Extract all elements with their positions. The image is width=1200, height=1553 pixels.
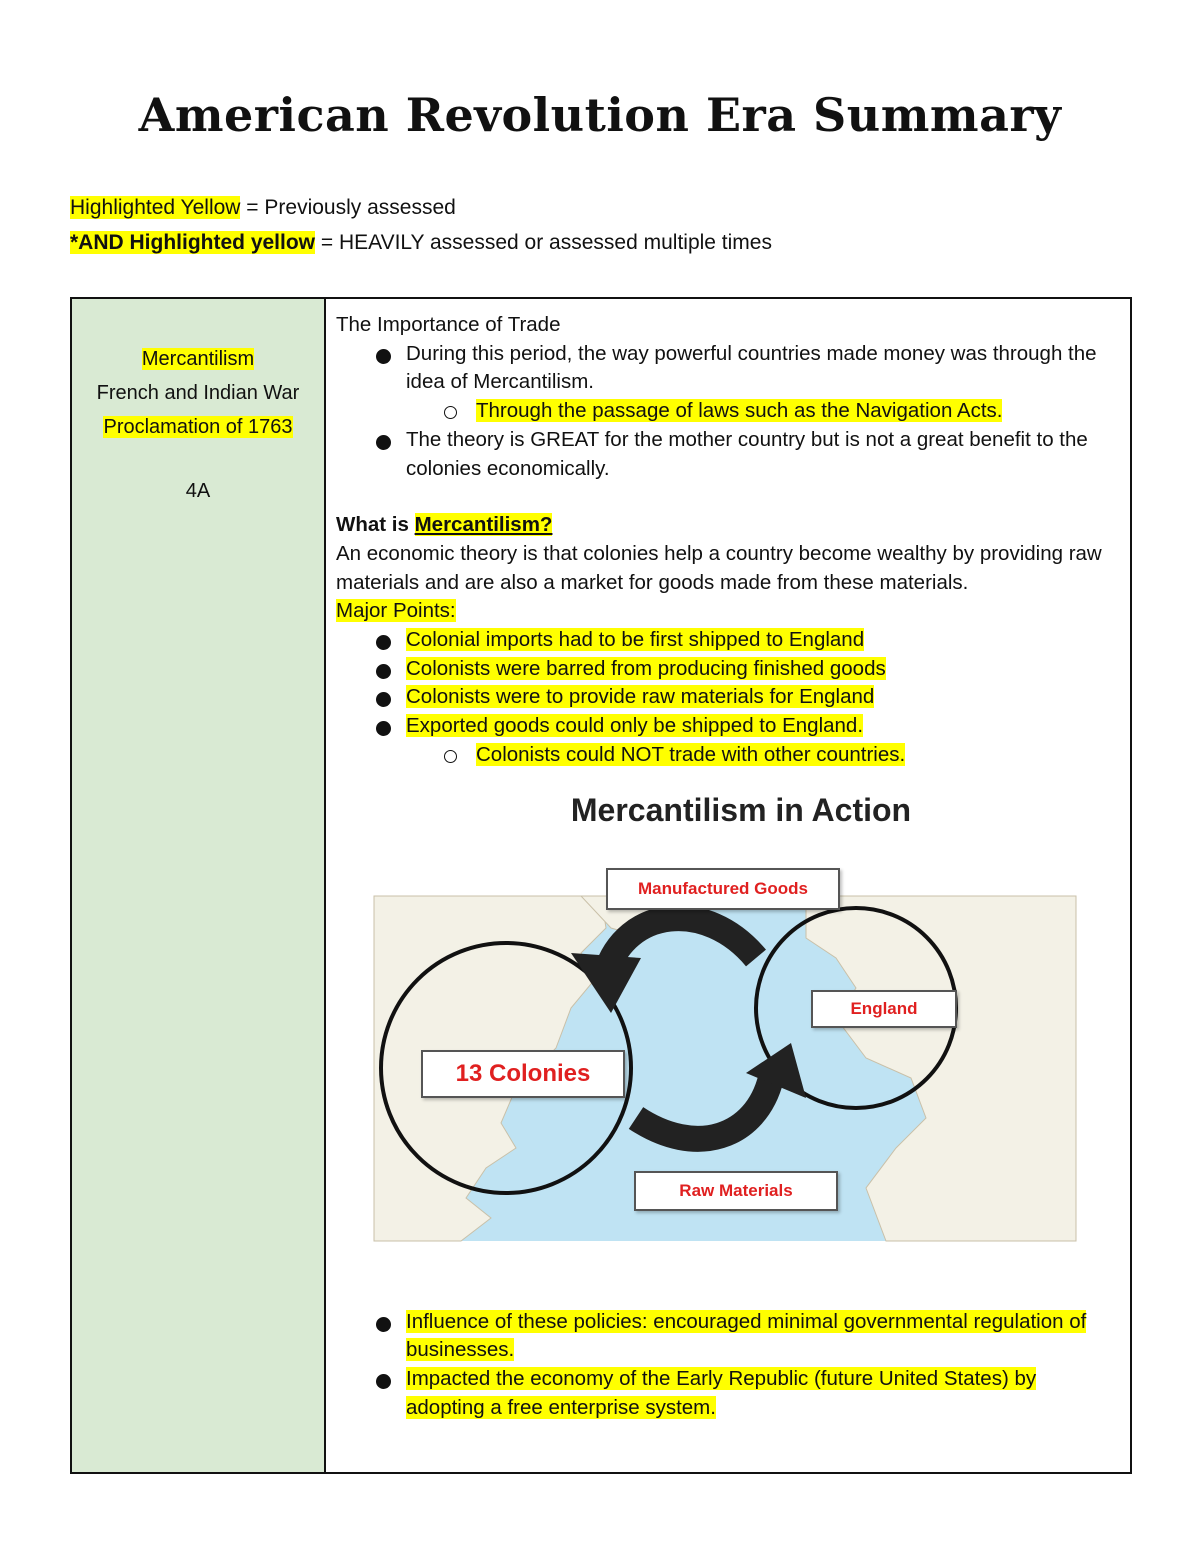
list-item: Impacted the economy of the Early Republic (future United States) by adopting a free enterprise system. xyxy=(336,1365,1116,1422)
legend-line-heavily xyxy=(70,225,772,260)
section-heading: The Importance of Trade xyxy=(336,313,561,336)
label-manufactured-goods: Manufactured Goods xyxy=(606,868,840,910)
topic-french-indian-war: French and Indian War xyxy=(96,382,300,404)
trade-bullet-list xyxy=(336,340,1116,484)
label-england: England xyxy=(811,990,957,1028)
influence-list xyxy=(336,1308,1116,1423)
list-item: Exported goods could only be shipped to England. xyxy=(336,712,1116,741)
page-title: American Revolution Era Summary xyxy=(138,88,1062,142)
list-item: Colonists were to provide raw materials for England xyxy=(336,683,1116,712)
legend-description: = HEAVILY assessed or assessed multiple times xyxy=(315,231,772,254)
legend-description: = Previously assessed xyxy=(240,196,456,219)
legend-highlight-label: Highlighted Yellow xyxy=(70,196,241,219)
summary-table xyxy=(70,297,1132,1474)
standard-code: 4A xyxy=(185,480,211,502)
topic-mercantilism: Mercantilism xyxy=(141,348,255,370)
label-13-colonies: 13 Colonies xyxy=(421,1050,625,1098)
legend xyxy=(70,190,772,260)
definition-term: Mercantilism? xyxy=(414,513,553,537)
figure-title: Mercantilism in Action xyxy=(570,791,912,828)
mercantilism-figure xyxy=(366,788,1116,1268)
list-item: Influence of these policies: encouraged minimal governmental regulation of businesses. xyxy=(336,1308,1116,1365)
list-item: The theory is GREAT for the mother country but is not a great benefit to the colonies economically. xyxy=(336,426,1116,483)
topic-column xyxy=(71,298,325,1473)
list-item: Colonists were barred from producing finished goods xyxy=(336,655,1116,684)
list-subitem: Colonists could NOT trade with other countries. xyxy=(336,741,1116,770)
definition-text: An economic theory is that colonies help a country become wealthy by providing raw materials and are also a market for goods made from these materials. xyxy=(336,541,1102,594)
content-column xyxy=(325,298,1131,1473)
major-points-list xyxy=(336,626,1116,770)
definition-heading: What is Mercantilism? xyxy=(336,513,553,537)
topic-proclamation-1763: Proclamation of 1763 xyxy=(103,416,293,438)
legend-line-previously xyxy=(70,190,772,225)
list-item: Colonial imports had to be first shipped to England xyxy=(336,626,1116,655)
label-raw-materials: Raw Materials xyxy=(634,1171,838,1211)
legend-highlight-bold-label: *AND Highlighted yellow xyxy=(70,231,316,254)
list-subitem: Through the passage of laws such as the Navigation Acts. xyxy=(336,397,1116,426)
list-item: During this period, the way powerful countries made money was through the idea of Mercantilism. xyxy=(336,340,1116,397)
major-points-label: Major Points: xyxy=(336,599,456,623)
